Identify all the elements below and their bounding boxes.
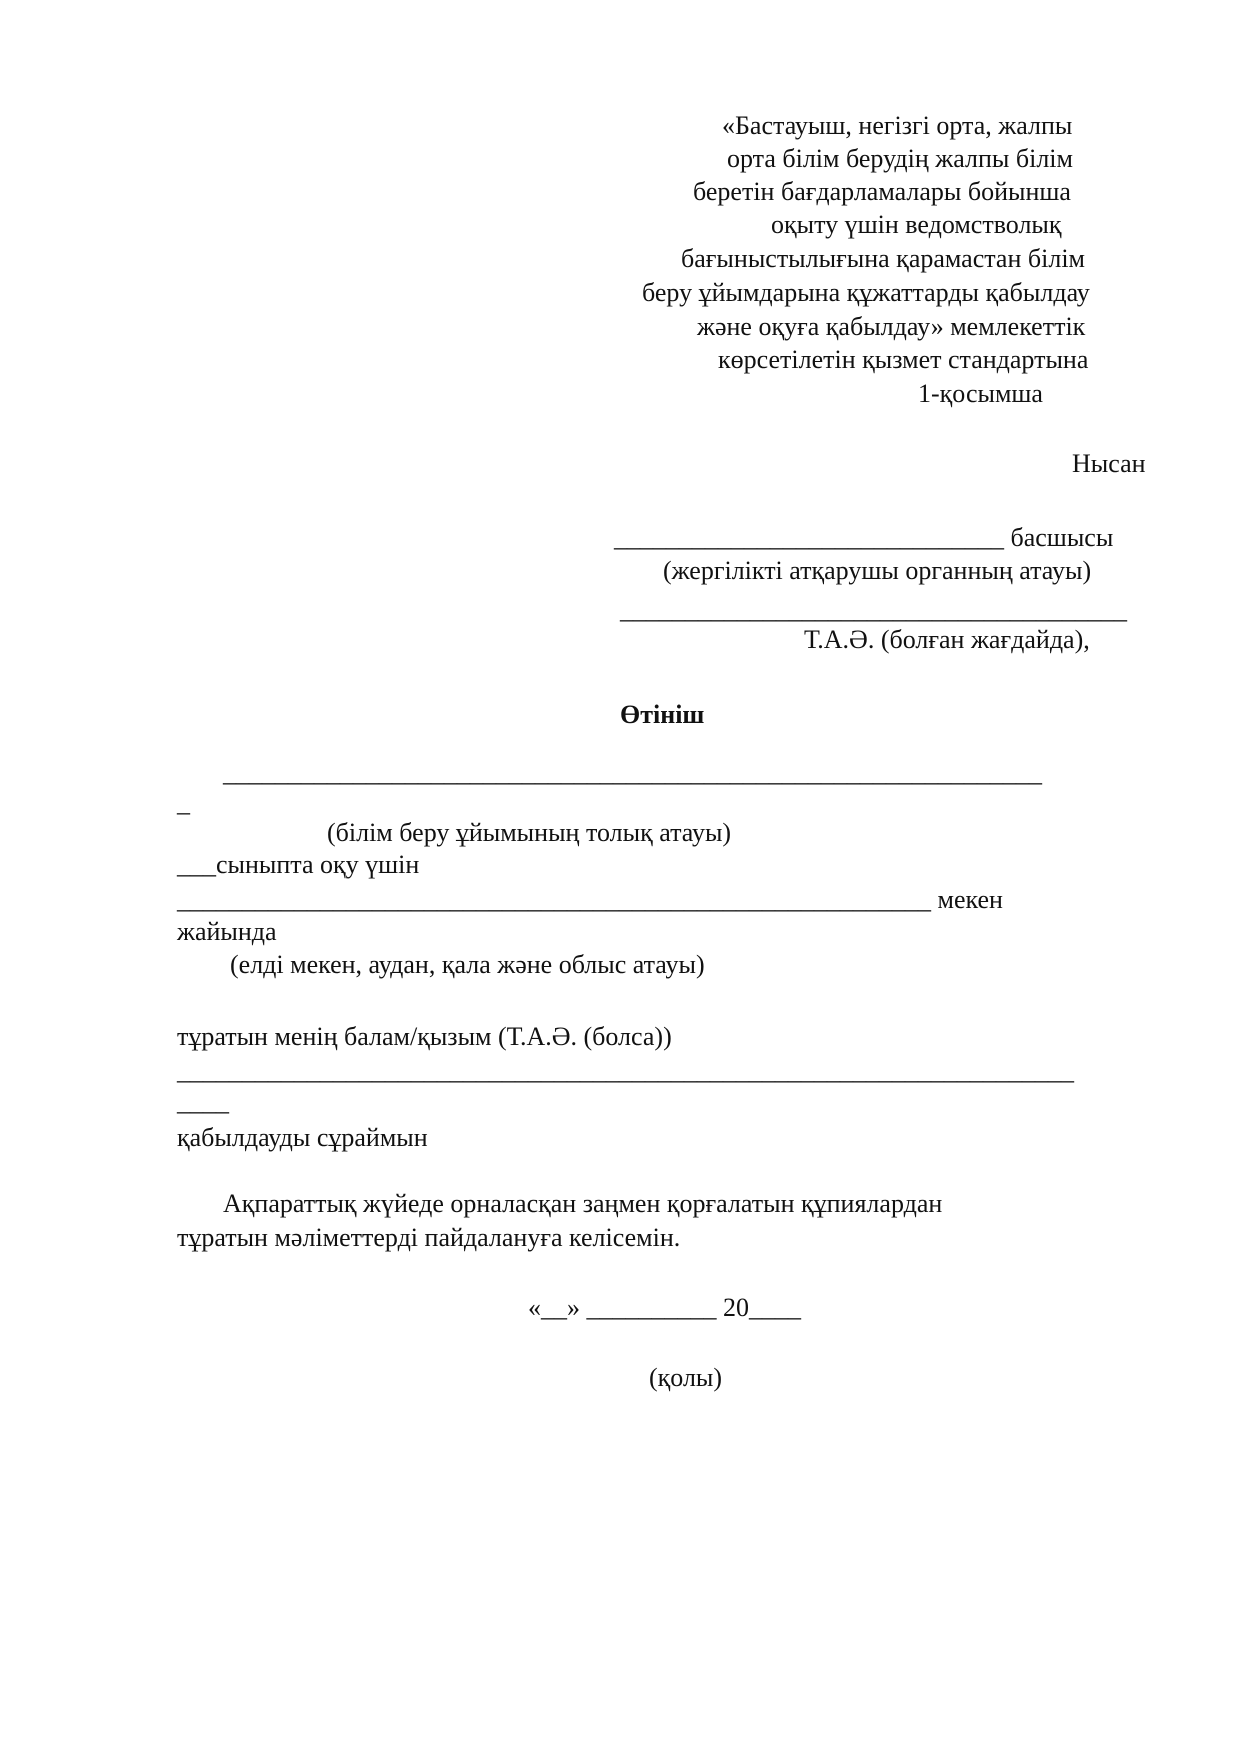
- head-line: ______________________________ басшысы: [614, 523, 1114, 552]
- header-line-2: орта білім берудің жалпы білім: [727, 144, 1073, 173]
- date-line: «__» __________ 20____: [528, 1293, 801, 1322]
- consent-line-2: тұратын мәліметтерді пайдалануға келісемін.: [177, 1223, 681, 1252]
- org-name-blank: _______________________________________________________________: [223, 758, 1042, 787]
- org-name-blank-cont: _: [177, 788, 190, 817]
- grade-line: ___сыныпта оқу үшін: [177, 850, 420, 879]
- header-line-4: оқыту үшін ведомстволық: [771, 210, 1062, 239]
- child-name-blank: _____________________________________________________________________: [177, 1056, 1074, 1085]
- form-label: Нысан: [1072, 449, 1146, 478]
- head-caption: (жергілікті атқарушы органның атауы): [663, 556, 1092, 585]
- address-line: __________________________________________________________ мекен: [177, 885, 1003, 914]
- org-name-caption: (білім беру ұйымының толық атауы): [327, 818, 732, 847]
- address-line-cont: жайында: [177, 917, 277, 946]
- signature-caption: (қолы): [649, 1363, 723, 1392]
- header-line-6: беру ұйымдарына құжаттарды қабылдау: [642, 278, 1090, 307]
- header-line-3: беретін бағдарламалары бойынша: [693, 177, 1071, 206]
- name-caption: Т.А.Ә. (болған жағдайда),: [804, 625, 1090, 654]
- header-line-8: көрсетілетін қызмет стандартына: [718, 345, 1089, 374]
- request-text: қабылдауды сұраймын: [177, 1123, 428, 1152]
- header-line-7: және оқуға қабылдау» мемлекеттік: [697, 312, 1086, 341]
- header-line-5: бағыныстылығына қарамастан білім: [681, 244, 1085, 273]
- header-line-1: «Бастауыш, негізгі орта, жалпы: [722, 111, 1073, 140]
- page-title: Өтініш: [620, 700, 705, 729]
- name-line: _______________________________________: [620, 595, 1127, 624]
- address-caption: (елді мекен, аудан, қала және облыс атауы): [230, 950, 705, 979]
- header-line-9: 1-қосымша: [918, 379, 1043, 408]
- consent-line-1: Ақпараттық жүйеде орналасқан заңмен қорғалатын құпиялардан: [223, 1189, 943, 1218]
- child-line: тұратын менің балам/қызым (Т.А.Ә. (болса)): [177, 1022, 672, 1051]
- child-name-blank-cont: ____: [177, 1087, 229, 1116]
